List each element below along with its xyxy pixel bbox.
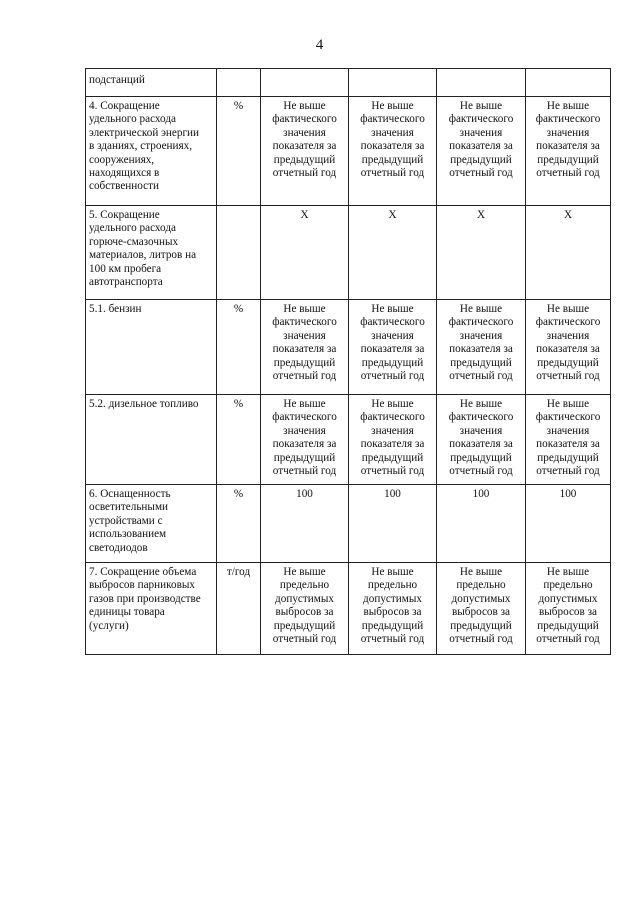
indicator-cell: 5.1. бензин: [86, 300, 217, 395]
unit-cell: %: [217, 395, 261, 485]
value-cell: Не выше предельно допустимых выбросов за предыдущий отчетный год: [261, 563, 349, 655]
value-cell: [526, 69, 611, 97]
table-row: [86, 97, 611, 206]
unit-cell: %: [217, 300, 261, 395]
value-cell: Не выше фактического значения показателя за предыдущий отчетный год: [261, 395, 349, 485]
unit-cell: [217, 69, 261, 97]
unit-cell: %: [217, 97, 261, 206]
indicator-cell: 5.2. дизельное топливо: [86, 395, 217, 485]
value-cell: Не выше предельно допустимых выбросов за предыдущий отчетный год: [526, 563, 611, 655]
value-cell: [437, 69, 526, 97]
indicators-table: [85, 68, 611, 655]
page-number: 4: [315, 37, 324, 53]
value-cell: 100: [437, 485, 526, 563]
indicator-cell: 7. Сокращение объема выбросов парниковых газов при производстве единицы товара (услуги): [86, 563, 217, 655]
value-cell: 100: [349, 485, 437, 563]
value-cell: Не выше фактического значения показателя за предыдущий отчетный год: [526, 300, 611, 395]
value-cell: Не выше предельно допустимых выбросов за предыдущий отчетный год: [349, 563, 437, 655]
value-cell: Не выше фактического значения показателя за предыдущий отчетный год: [349, 300, 437, 395]
value-cell: Не выше фактического значения показателя за предыдущий отчетный год: [437, 395, 526, 485]
value-cell: Не выше фактического значения показателя за предыдущий отчетный год: [526, 97, 611, 206]
value-cell: Х: [261, 206, 349, 300]
indicator-cell: 6. Оснащенность осветительными устройствами с использованием светодиодов: [86, 485, 217, 563]
value-cell: Не выше фактического значения показателя за предыдущий отчетный год: [437, 300, 526, 395]
value-cell: Х: [526, 206, 611, 300]
value-cell: [349, 69, 437, 97]
unit-cell: [217, 206, 261, 300]
indicator-cell: 5. Сокращение удельного расхода горюче-смазочных материалов, литров на 100 км пробега автотранспорта: [86, 206, 217, 300]
value-cell: [261, 69, 349, 97]
value-cell: Не выше предельно допустимых выбросов за предыдущий отчетный год: [437, 563, 526, 655]
value-cell: Х: [349, 206, 437, 300]
table-row: [86, 69, 611, 97]
table-row: [86, 395, 611, 485]
value-cell: Х: [437, 206, 526, 300]
value-cell: 100: [261, 485, 349, 563]
value-cell: Не выше фактического значения показателя за предыдущий отчетный год: [437, 97, 526, 206]
table-row: [86, 300, 611, 395]
value-cell: Не выше фактического значения показателя за предыдущий отчетный год: [349, 395, 437, 485]
unit-cell: %: [217, 485, 261, 563]
table-row: [86, 563, 611, 655]
value-cell: Не выше фактического значения показателя за предыдущий отчетный год: [261, 300, 349, 395]
value-cell: Не выше фактического значения показателя за предыдущий отчетный год: [261, 97, 349, 206]
value-cell: Не выше фактического значения показателя за предыдущий отчетный год: [349, 97, 437, 206]
indicator-cell: 4. Сокращение удельного расхода электрической энергии в зданиях, строениях, сооружениях, находящихся в собственности: [86, 97, 217, 206]
value-cell: 100: [526, 485, 611, 563]
unit-cell: т/год: [217, 563, 261, 655]
indicator-cell: подстанций: [86, 69, 217, 97]
value-cell: Не выше фактического значения показателя за предыдущий отчетный год: [526, 395, 611, 485]
table-row: [86, 206, 611, 300]
table-row: [86, 485, 611, 563]
